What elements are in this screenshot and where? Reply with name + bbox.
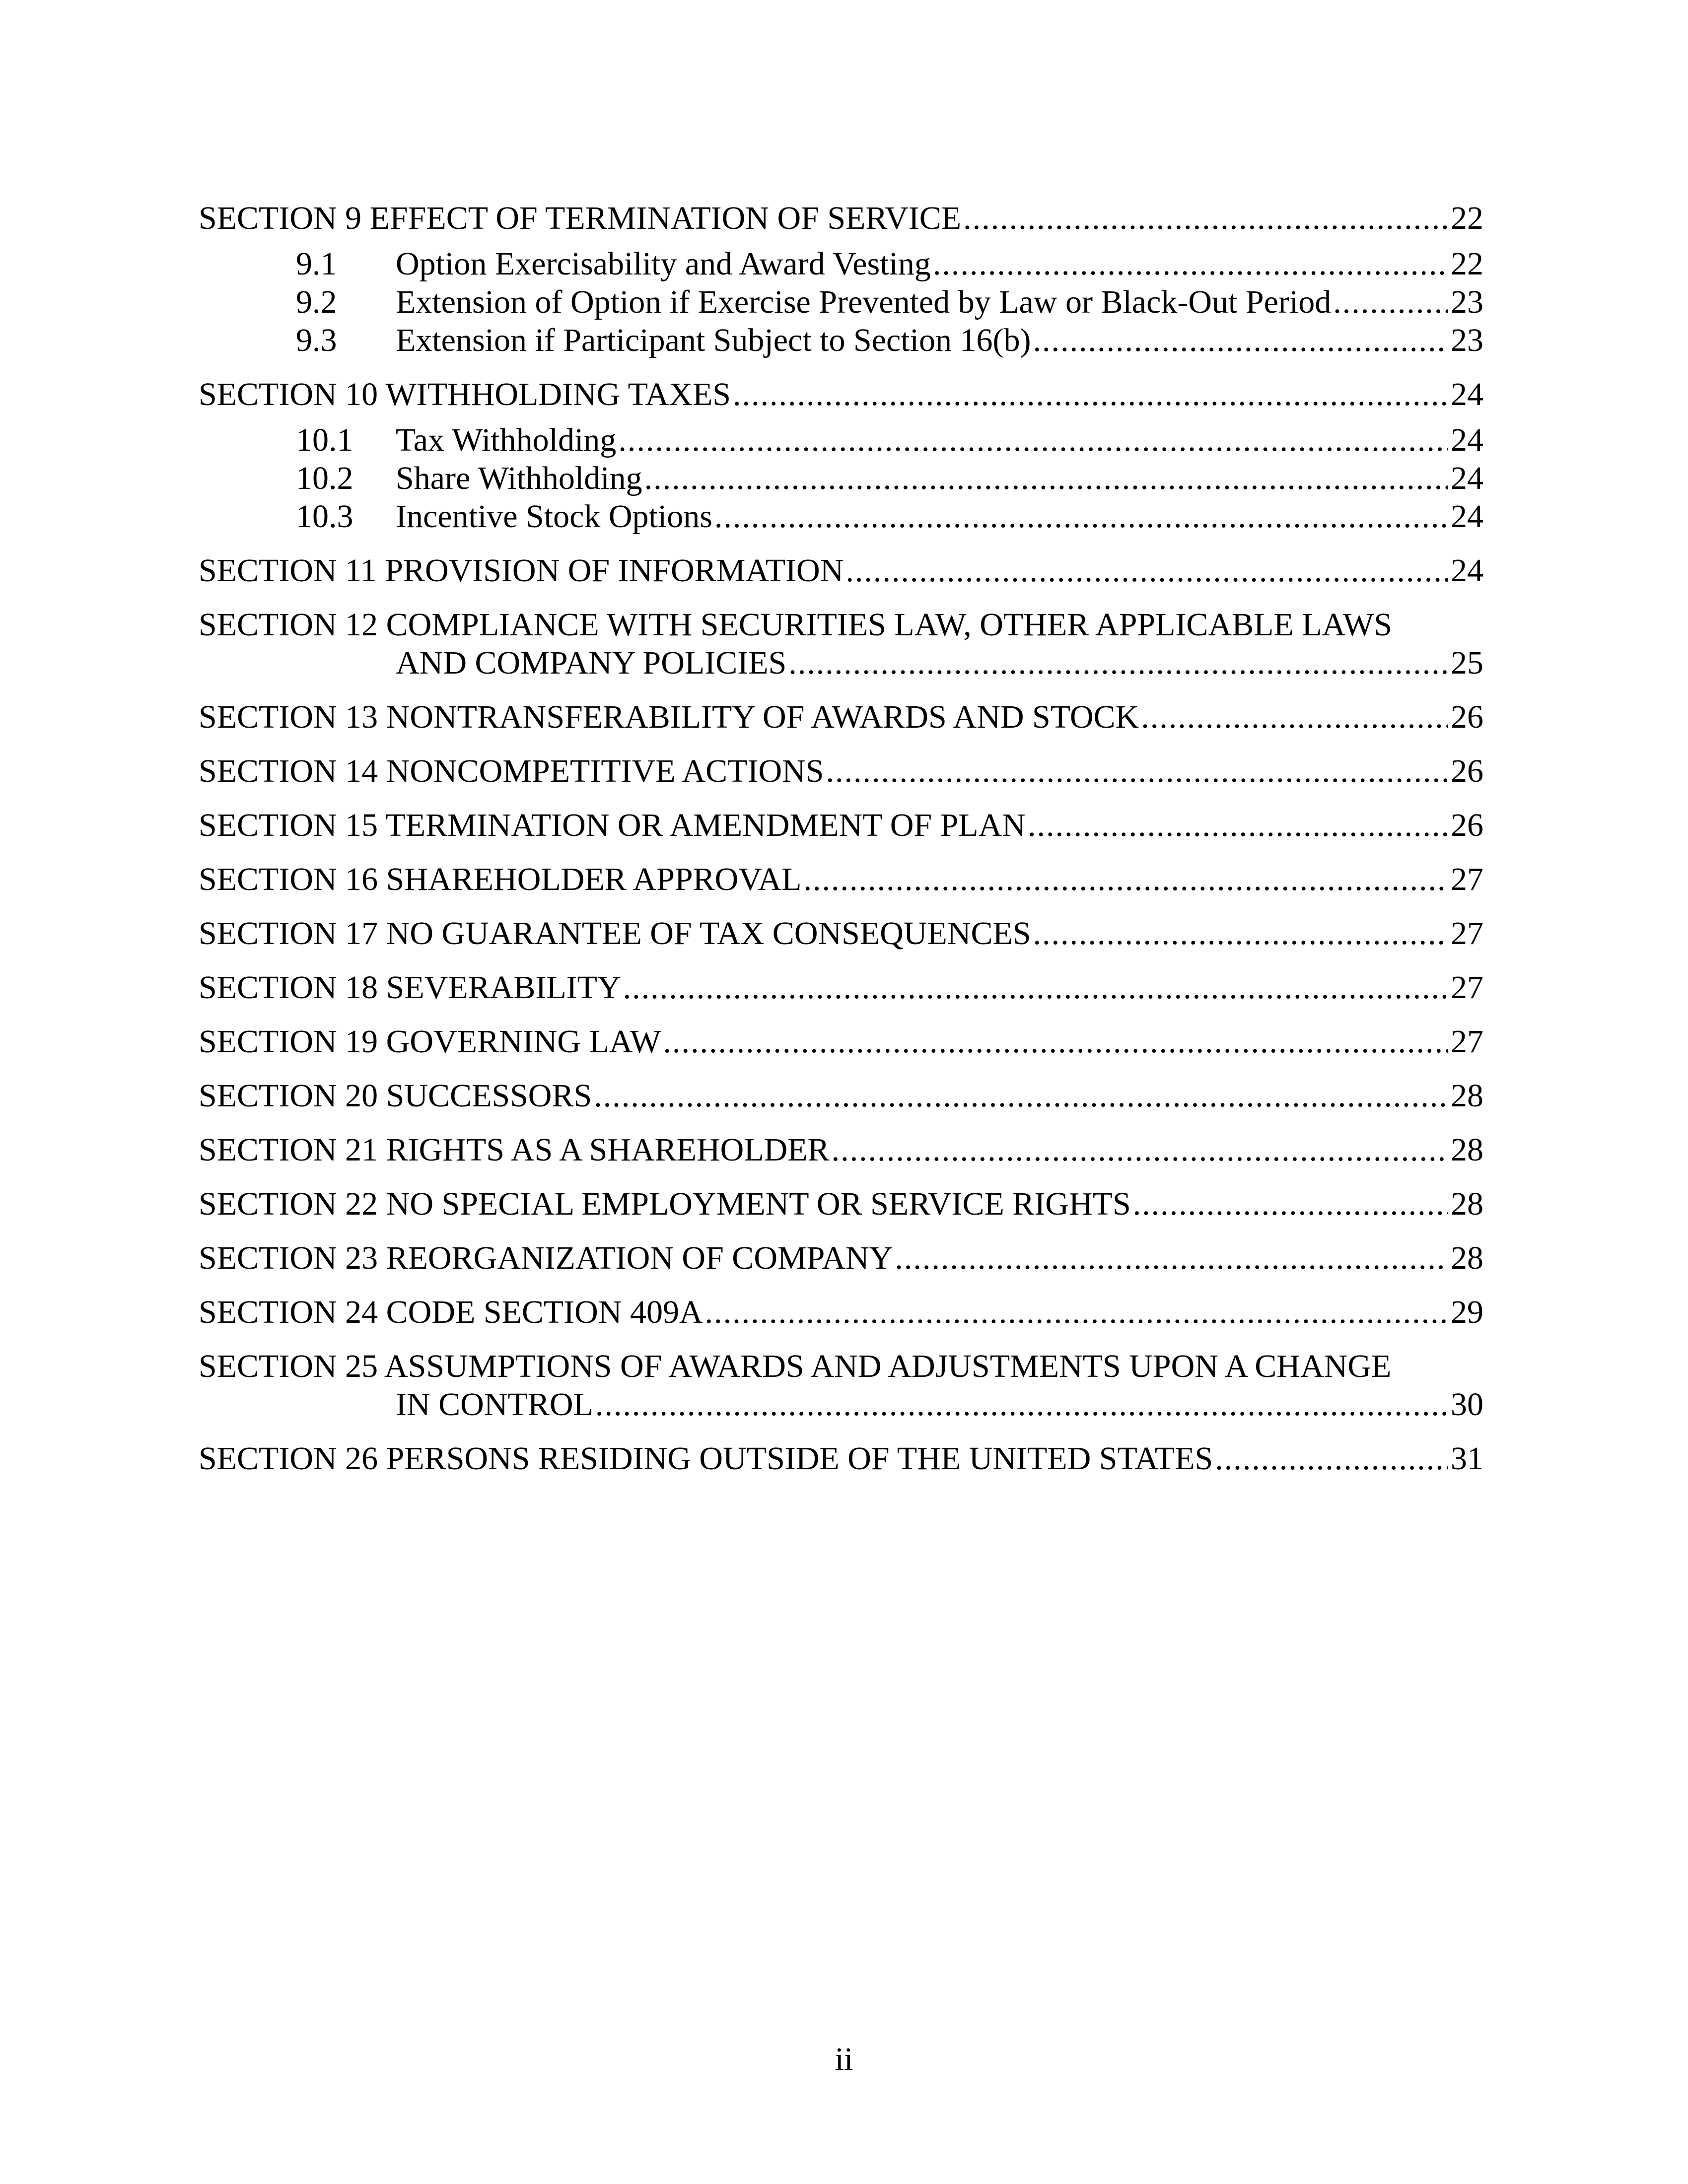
page-number-ref: 26	[1451, 699, 1483, 735]
toc-subsection-entry[interactable]	[199, 245, 1483, 283]
entry-title: SECTION 18 SEVERABILITY	[199, 969, 621, 1006]
toc-subsection-entry[interactable]	[199, 283, 1483, 321]
entry-title: SECTION 25 ASSUMPTIONS OF AWARDS AND ADJUSTMENTS UPON A CHANGE	[199, 1348, 1392, 1384]
subsection-number: 10.2	[296, 460, 353, 496]
dot-leader	[663, 1023, 1448, 1061]
dot-leader	[1141, 698, 1448, 736]
entry-title: IN CONTROL	[396, 1386, 593, 1423]
toc-section-entry[interactable]	[199, 1131, 1483, 1169]
toc-section-entry[interactable]	[199, 551, 1483, 590]
dot-leader	[845, 551, 1448, 590]
page-number-ref: 24	[1451, 376, 1483, 412]
toc-line	[199, 752, 1483, 790]
dot-leader	[1215, 1439, 1448, 1478]
toc-line	[199, 1131, 1483, 1169]
page-number-ref: 24	[1451, 552, 1483, 589]
toc-line	[296, 283, 1483, 321]
entry-title: SECTION 22 NO SPECIAL EMPLOYMENT OR SERVICE RIGHTS	[199, 1186, 1131, 1222]
toc-line	[199, 199, 1483, 237]
toc-section-entry[interactable]	[199, 698, 1483, 736]
toc-line	[199, 551, 1483, 590]
entry-title: SECTION 9 EFFECT OF TERMINATION OF SERVICE	[199, 200, 962, 236]
dot-leader	[623, 968, 1448, 1007]
toc-line	[199, 698, 1483, 736]
toc-section-entry[interactable]	[199, 1077, 1483, 1115]
page-number-ref: 29	[1451, 1294, 1483, 1330]
toc-section-entry[interactable]	[199, 968, 1483, 1007]
entry-title: SECTION 15 TERMINATION OR AMENDMENT OF PLAN	[199, 807, 1026, 843]
table-of-contents	[199, 199, 1483, 1478]
toc-subsection-entry[interactable]	[199, 459, 1483, 497]
page-number-ref: 27	[1451, 1024, 1483, 1060]
dot-leader	[644, 459, 1448, 497]
dot-leader	[595, 1385, 1448, 1424]
subsection-number: 10.3	[296, 498, 353, 535]
page-number-ref: 24	[1451, 422, 1483, 458]
page-number-ref: 24	[1451, 460, 1483, 496]
page-number-ref: 26	[1451, 753, 1483, 789]
entry-title: Extension of Option if Exercise Prevented by Law or Black-Out Period	[396, 284, 1332, 320]
toc-line	[199, 606, 1483, 644]
subsection-number: 10.1	[296, 422, 353, 458]
page-number-ref: 27	[1451, 861, 1483, 897]
entry-title: SECTION 13 NONTRANSFERABILITY OF AWARDS AND STOCK	[199, 699, 1139, 735]
entry-title: SECTION 16 SHAREHOLDER APPROVAL	[199, 861, 802, 897]
dot-leader	[1033, 914, 1448, 953]
toc-section-entry[interactable]	[199, 1185, 1483, 1223]
page-number-ref: 23	[1451, 322, 1483, 358]
toc-line	[199, 1023, 1483, 1061]
page-number-ref: 31	[1451, 1440, 1483, 1477]
toc-line	[199, 1439, 1483, 1478]
toc-line	[199, 1185, 1483, 1223]
toc-subsection-entry[interactable]	[199, 497, 1483, 536]
subsection-number: 9.3	[296, 322, 337, 358]
dot-leader	[714, 497, 1448, 536]
entry-title: SECTION 11 PROVISION OF INFORMATION	[199, 552, 844, 589]
dot-leader	[733, 375, 1448, 413]
page-number-ref: 25	[1451, 645, 1483, 681]
toc-line	[199, 1347, 1483, 1385]
toc-section-entry[interactable]	[199, 1439, 1483, 1478]
entry-title: Incentive Stock Options	[396, 498, 712, 535]
page-number-ref: 22	[1451, 246, 1483, 282]
toc-line	[296, 245, 1483, 283]
toc-line	[199, 1293, 1483, 1331]
toc-subsection-entry[interactable]	[199, 421, 1483, 459]
entry-title: SECTION 20 SUCCESSORS	[199, 1078, 592, 1114]
dot-leader	[1133, 1185, 1448, 1223]
page-number-ref: 22	[1451, 200, 1483, 236]
toc-line	[199, 914, 1483, 953]
entry-title: SECTION 14 NONCOMPETITIVE ACTIONS	[199, 753, 824, 789]
dot-leader	[788, 644, 1448, 682]
subsection-number: 9.2	[296, 284, 337, 320]
subsection-number: 9.1	[296, 246, 337, 282]
toc-line	[199, 1239, 1483, 1277]
dot-leader	[1028, 806, 1448, 844]
page-number-ref: 26	[1451, 807, 1483, 843]
page-number-ref: 30	[1451, 1386, 1483, 1423]
toc-line	[199, 968, 1483, 1007]
toc-section-entry[interactable]	[199, 1293, 1483, 1331]
entry-title: SECTION 17 NO GUARANTEE OF TAX CONSEQUENCES	[199, 915, 1031, 952]
toc-line	[199, 1385, 1483, 1424]
dot-leader	[705, 1293, 1448, 1331]
entry-title: SECTION 23 REORGANIZATION OF COMPANY	[199, 1240, 893, 1276]
entry-title: SECTION 12 COMPLIANCE WITH SECURITIES LAW, OTHER APPLICABLE LAWS	[199, 607, 1392, 643]
dot-leader	[1333, 283, 1448, 321]
entry-title: SECTION 26 PERSONS RESIDING OUTSIDE OF THE UNITED STATES	[199, 1440, 1213, 1477]
page-number-ref: 27	[1451, 915, 1483, 952]
toc-section-entry[interactable]	[199, 1347, 1483, 1424]
toc-section-entry[interactable]	[199, 806, 1483, 844]
toc-line	[199, 644, 1483, 682]
entry-title: SECTION 24 CODE SECTION 409A	[199, 1294, 703, 1330]
page-number-ref: 23	[1451, 284, 1483, 320]
dot-leader	[963, 199, 1448, 237]
dot-leader	[803, 860, 1448, 898]
dot-leader	[618, 421, 1448, 459]
page-number-ref: 27	[1451, 969, 1483, 1006]
entry-title: AND COMPANY POLICIES	[396, 645, 787, 681]
dot-leader	[895, 1239, 1448, 1277]
toc-line	[296, 459, 1483, 497]
toc-section-entry[interactable]	[199, 914, 1483, 953]
entry-title: SECTION 10 WITHHOLDING TAXES	[199, 376, 731, 412]
toc-line	[296, 321, 1483, 359]
entry-title: Tax Withholding	[396, 422, 617, 458]
toc-section-entry[interactable]	[199, 1023, 1483, 1061]
page-number-ref: 28	[1451, 1186, 1483, 1222]
toc-line	[199, 1077, 1483, 1115]
toc-section-entry[interactable]	[199, 606, 1483, 682]
dot-leader	[832, 1131, 1448, 1169]
page-number: ii	[835, 2041, 853, 2077]
page-number-ref: 24	[1451, 498, 1483, 535]
entry-title: Extension if Participant Subject to Section 16(b)	[396, 322, 1031, 358]
dot-leader	[1033, 321, 1448, 359]
toc-line	[199, 860, 1483, 898]
dot-leader	[933, 245, 1448, 283]
toc-line	[199, 806, 1483, 844]
entry-title: SECTION 21 RIGHTS AS A SHAREHOLDER	[199, 1132, 830, 1168]
toc-section-entry[interactable]	[199, 1239, 1483, 1277]
entry-title: Option Exercisability and Award Vesting	[396, 246, 931, 282]
page-number-ref: 28	[1451, 1240, 1483, 1276]
dot-leader	[826, 752, 1448, 790]
toc-line	[296, 497, 1483, 536]
page-number-ref: 28	[1451, 1132, 1483, 1168]
toc-section-entry[interactable]	[199, 860, 1483, 898]
toc-section-entry[interactable]	[199, 375, 1483, 413]
entry-title: Share Withholding	[396, 460, 642, 496]
toc-line	[199, 375, 1483, 413]
dot-leader	[594, 1077, 1448, 1115]
toc-section-entry[interactable]	[199, 199, 1483, 237]
toc-section-entry[interactable]	[199, 752, 1483, 790]
page-number-ref: 28	[1451, 1078, 1483, 1114]
toc-subsection-entry[interactable]	[199, 321, 1483, 359]
entry-title: SECTION 19 GOVERNING LAW	[199, 1024, 661, 1060]
toc-line	[296, 421, 1483, 459]
